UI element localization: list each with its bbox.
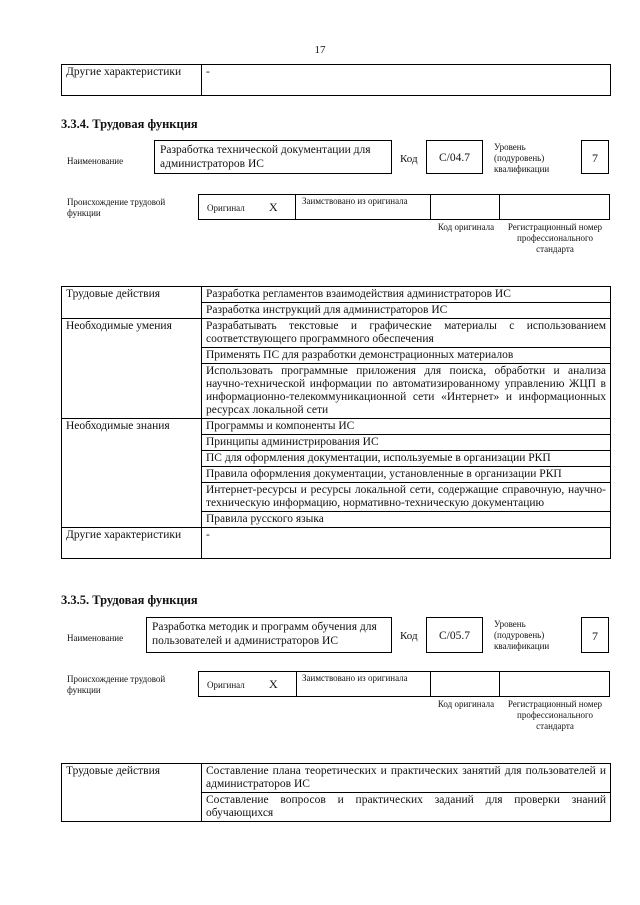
table-cell: Использовать программные приложения для поиска, обработки и анализа научно-технической информации по автоматизированному управлению ЖЦП в информационно-телекоммуникационной сети «Интернет» и информационных ресурсах локальной сети <box>202 364 611 419</box>
table-cell: Составление плана теоретических и практических занятий для пользователей и администраторов ИС <box>202 764 611 793</box>
other-characteristics-label: Другие характеристики <box>62 65 202 96</box>
borrowed-label: Заимствовано из оригинала <box>302 196 408 206</box>
table-cell: Составление вопросов и практических заданий для проверки знаний обучающихся <box>202 793 611 822</box>
table-cell: ПС для оформления документации, используемые в организации РКП <box>202 451 611 467</box>
section-heading: 3.3.5. Трудовая функция <box>61 593 198 607</box>
origin-row <box>198 671 610 697</box>
code-value: C/04.7 <box>426 140 483 174</box>
level-value: 7 <box>581 617 609 653</box>
table-row <box>62 287 611 303</box>
competency-table-2 <box>61 763 611 822</box>
name-label: Наименование <box>67 633 124 643</box>
name-label: Наименование <box>67 156 124 166</box>
registration-number-label: Регистрационный номер профессионального стандарта <box>507 699 603 731</box>
skills-label: Необходимые умения <box>62 319 202 419</box>
original-mark: X <box>269 200 278 214</box>
origin-label: Происхождение трудовой функции <box>67 197 166 218</box>
table-cell: Принципы администрирования ИС <box>202 435 611 451</box>
table-cell: Разработка инструкций для администраторов ИС <box>202 303 611 319</box>
section-heading: 3.3.4. Трудовая функция <box>61 117 198 131</box>
borrowed-label: Заимствовано из оригинала <box>302 673 408 683</box>
name-box <box>154 140 392 174</box>
table-cell: - <box>202 528 611 559</box>
origin-label: Происхождение трудовой функции <box>67 674 166 695</box>
code-original-label: Код оригинала <box>437 222 495 232</box>
level-label: Уровень (подуровень) квалификации <box>494 142 550 174</box>
other-characteristics-table-top <box>61 64 611 96</box>
table-cell: Интернет-ресурсы и ресурсы локальной сети, содержащие справочную, научно-техническую информацию, нормативно-техническую документацию <box>202 483 611 512</box>
level-label: Уровень (подуровень) квалификации <box>494 619 550 651</box>
level-value: 7 <box>581 140 609 174</box>
original-label: Оригинал <box>207 203 245 213</box>
original-mark: X <box>269 677 278 691</box>
origin-row <box>198 194 610 220</box>
original-label: Оригинал <box>207 680 245 690</box>
table-cell: Программы и компоненты ИС <box>202 419 611 435</box>
code-value: C/05.7 <box>426 617 483 653</box>
table-cell: Правила русского языка <box>202 512 611 528</box>
other-label: Другие характеристики <box>62 528 202 559</box>
table-row <box>62 528 611 559</box>
name-value: Разработка технической документации для администраторов ИС <box>160 144 371 170</box>
code-label: Код <box>400 630 418 642</box>
table-cell: Разработка регламентов взаимодействия администраторов ИС <box>202 287 611 303</box>
registration-number-label: Регистрационный номер профессионального стандарта <box>507 222 603 254</box>
table-cell: Применять ПС для разработки демонстрационных материалов <box>202 348 611 364</box>
knowledge-label: Необходимые знания <box>62 419 202 528</box>
name-box <box>146 617 392 653</box>
table-row <box>62 419 611 435</box>
actions-label: Трудовые действия <box>62 287 202 319</box>
table-row <box>62 764 611 793</box>
competency-table-1 <box>61 286 611 559</box>
code-label: Код <box>400 153 418 165</box>
page-number: 17 <box>314 44 326 56</box>
other-characteristics-value: - <box>202 65 611 96</box>
name-value: Разработка методик и программ обучения для пользователей и администраторов ИС <box>152 621 377 647</box>
table-cell: Правила оформления документации, установленные в организации РКП <box>202 467 611 483</box>
table-row <box>62 319 611 348</box>
table-cell: Разрабатывать текстовые и графические материалы с использованием соответствующего программного обеспечения <box>202 319 611 348</box>
actions-label: Трудовые действия <box>62 764 202 822</box>
code-original-label: Код оригинала <box>437 699 495 709</box>
